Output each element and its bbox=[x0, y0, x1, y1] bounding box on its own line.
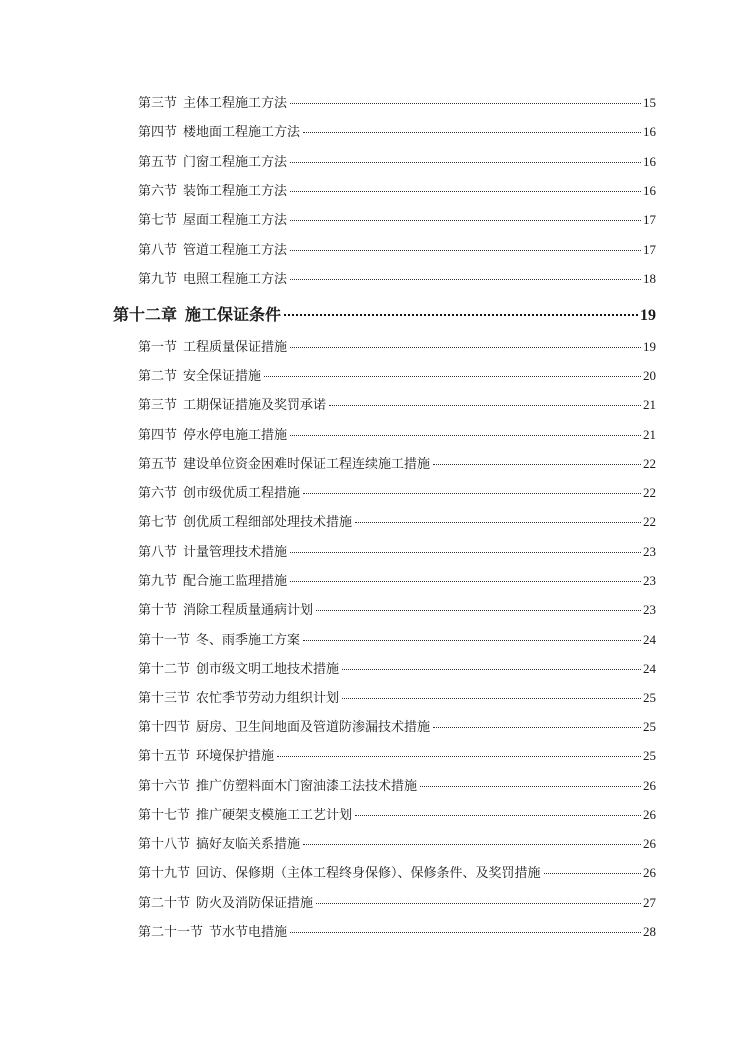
toc-entry-page: 25 bbox=[643, 719, 656, 734]
toc-entry[interactable] bbox=[138, 455, 656, 474]
dot-leader bbox=[290, 581, 641, 582]
toc-chapter-number: 第十二章 bbox=[113, 305, 178, 324]
toc-entry-title: 管道工程施工方法 bbox=[183, 243, 288, 258]
toc-entry-title: 计量管理技术措施 bbox=[183, 545, 288, 560]
toc-entry-page: 26 bbox=[643, 778, 656, 793]
toc-entry[interactable] bbox=[138, 270, 656, 289]
toc-entry-number: 第十四节 bbox=[138, 720, 191, 735]
toc-entry-title: 回访、保修期（主体工程终身保修）、保修条件、及奖罚措施 bbox=[196, 866, 541, 881]
toc-chapter-title: 施工保证条件 bbox=[185, 305, 282, 324]
dot-leader bbox=[329, 405, 641, 406]
toc-entry-title: 防火及消防保证措施 bbox=[196, 896, 314, 911]
toc-entry[interactable] bbox=[138, 601, 656, 620]
toc-entry-page: 16 bbox=[643, 124, 656, 139]
dot-leader bbox=[284, 314, 638, 316]
toc-chapter-entry[interactable] bbox=[113, 304, 656, 327]
dot-leader bbox=[355, 522, 641, 523]
toc-entry-number: 第七节 bbox=[138, 213, 178, 228]
toc-entry-number: 第十八节 bbox=[138, 837, 191, 852]
toc-entry-number: 第七节 bbox=[138, 515, 178, 530]
toc-entry[interactable] bbox=[138, 396, 656, 415]
toc-entry-number: 第八节 bbox=[138, 545, 178, 560]
toc-entry[interactable] bbox=[138, 182, 656, 201]
toc-entry-number: 第十一节 bbox=[138, 633, 191, 648]
toc-entry-number: 第十六节 bbox=[138, 779, 191, 794]
toc-entry[interactable] bbox=[138, 689, 656, 708]
toc-entry-number: 第六节 bbox=[138, 486, 178, 501]
toc-entry-page: 25 bbox=[643, 748, 656, 763]
toc-entry-title: 电照工程施工方法 bbox=[183, 272, 288, 287]
toc-entry-title: 厨房、卫生间地面及管道防渗漏技术措施 bbox=[196, 720, 431, 735]
toc-entry-number: 第八节 bbox=[138, 243, 178, 258]
toc-entry[interactable] bbox=[138, 241, 656, 260]
toc-entry-page: 22 bbox=[643, 485, 656, 500]
toc-entry-title: 停水停电施工措施 bbox=[183, 428, 288, 443]
toc-entry[interactable] bbox=[138, 718, 656, 737]
toc-entry-page: 15 bbox=[643, 95, 656, 110]
toc-entry-number: 第二节 bbox=[138, 369, 178, 384]
toc-entry-page: 17 bbox=[643, 242, 656, 257]
toc-entry-number: 第十九节 bbox=[138, 866, 191, 881]
dot-leader bbox=[290, 279, 641, 280]
toc-entry-number: 第五节 bbox=[138, 155, 178, 170]
dot-leader bbox=[290, 552, 641, 553]
toc-entry-number: 第十七节 bbox=[138, 808, 191, 823]
toc-entry-title: 创优质工程细部处理技术措施 bbox=[183, 515, 353, 530]
toc-chapter-page: 19 bbox=[640, 307, 656, 324]
toc-entry-page: 23 bbox=[643, 573, 656, 588]
toc-entry-title: 楼地面工程施工方法 bbox=[183, 125, 301, 140]
toc-entry-number: 第十三节 bbox=[138, 691, 191, 706]
toc-entry[interactable] bbox=[138, 864, 656, 883]
toc-entry[interactable] bbox=[138, 835, 656, 854]
toc-entry-title: 工期保证措施及奖罚承诺 bbox=[183, 398, 327, 413]
toc-entry-title: 环境保护措施 bbox=[196, 749, 275, 764]
toc-entry-number: 第四节 bbox=[138, 125, 178, 140]
dot-leader bbox=[290, 103, 641, 104]
toc-entry[interactable] bbox=[138, 543, 656, 562]
dot-leader bbox=[316, 610, 641, 611]
dot-leader bbox=[355, 815, 641, 816]
toc-entry[interactable] bbox=[138, 894, 656, 913]
toc-entry-page: 26 bbox=[643, 807, 656, 822]
dot-leader bbox=[544, 873, 641, 874]
toc-entry-page: 22 bbox=[643, 514, 656, 529]
toc-entry-page: 26 bbox=[643, 865, 656, 880]
toc-entry-page: 26 bbox=[643, 836, 656, 851]
toc-entry[interactable] bbox=[138, 211, 656, 230]
toc-entry-title: 节水节电措施 bbox=[209, 925, 288, 940]
dot-leader bbox=[420, 786, 641, 787]
toc-entry-number: 第十节 bbox=[138, 603, 178, 618]
toc-entry-page: 27 bbox=[643, 895, 656, 910]
toc-entry-title: 创市级文明工地技术措施 bbox=[196, 662, 340, 677]
toc-entry-page: 17 bbox=[643, 212, 656, 227]
toc-entry-page: 16 bbox=[643, 183, 656, 198]
toc-entry-number: 第九节 bbox=[138, 574, 178, 589]
dot-leader bbox=[303, 640, 641, 641]
toc-entry-title: 配合施工监理措施 bbox=[183, 574, 288, 589]
toc-entry[interactable] bbox=[138, 338, 656, 357]
toc-entry-page: 23 bbox=[643, 544, 656, 559]
toc-entry-page: 21 bbox=[643, 397, 656, 412]
toc-entry-page: 20 bbox=[643, 368, 656, 383]
toc-entry-page: 23 bbox=[643, 602, 656, 617]
toc-entry-title: 主体工程施工方法 bbox=[183, 96, 288, 111]
toc-entry-title: 推广仿塑料面木门窗油漆工法技术措施 bbox=[196, 779, 418, 794]
toc-entry-page: 24 bbox=[643, 661, 656, 676]
dot-leader bbox=[303, 493, 641, 494]
dot-leader bbox=[290, 220, 641, 221]
dot-leader bbox=[290, 191, 641, 192]
toc-entry[interactable] bbox=[138, 484, 656, 503]
toc-entry-title: 搞好友临关系措施 bbox=[196, 837, 301, 852]
toc-entry[interactable] bbox=[138, 123, 656, 142]
toc-entry-number: 第九节 bbox=[138, 272, 178, 287]
toc-entry-title: 屋面工程施工方法 bbox=[183, 213, 288, 228]
toc-entry-page: 21 bbox=[643, 427, 656, 442]
dot-leader bbox=[342, 669, 641, 670]
toc-entry-number: 第六节 bbox=[138, 184, 178, 199]
dot-leader bbox=[342, 698, 641, 699]
toc-entry[interactable] bbox=[138, 660, 656, 679]
dot-leader bbox=[316, 903, 641, 904]
toc-entry-page: 24 bbox=[643, 632, 656, 647]
dot-leader bbox=[264, 376, 641, 377]
toc-entry-title: 门窗工程施工方法 bbox=[183, 155, 288, 170]
dot-leader bbox=[303, 844, 641, 845]
toc-entry-number: 第五节 bbox=[138, 457, 178, 472]
toc-entry-title: 推广硬架支模施工工艺计划 bbox=[196, 808, 353, 823]
toc-entry-number: 第十二节 bbox=[138, 662, 191, 677]
toc-entry[interactable] bbox=[138, 923, 656, 942]
toc-entry-number: 第三节 bbox=[138, 398, 178, 413]
dot-leader bbox=[433, 727, 641, 728]
dot-leader bbox=[290, 162, 641, 163]
dot-leader bbox=[433, 464, 641, 465]
toc-entry-page: 19 bbox=[643, 339, 656, 354]
toc-entry-title: 消除工程质量通病计划 bbox=[183, 603, 314, 618]
toc-entry-title: 安全保证措施 bbox=[183, 369, 262, 384]
toc-entry[interactable] bbox=[138, 153, 656, 172]
toc-entry-number: 第一节 bbox=[138, 340, 178, 355]
toc-entry-title: 创市级优质工程措施 bbox=[183, 486, 301, 501]
dot-leader bbox=[290, 250, 641, 251]
toc-entry-page: 28 bbox=[643, 924, 656, 939]
toc-entry-title: 冬、雨季施工方案 bbox=[196, 633, 301, 648]
dot-leader bbox=[277, 756, 641, 757]
dot-leader bbox=[290, 347, 641, 348]
toc-entry[interactable] bbox=[138, 572, 656, 591]
toc-entry-title: 装饰工程施工方法 bbox=[183, 184, 288, 199]
toc-entry-number: 第四节 bbox=[138, 428, 178, 443]
toc-entry-page: 18 bbox=[643, 271, 656, 286]
dot-leader bbox=[303, 132, 641, 133]
dot-leader bbox=[290, 435, 641, 436]
toc-entry[interactable] bbox=[138, 94, 656, 113]
toc-entry[interactable] bbox=[138, 777, 656, 796]
toc-entry-number: 第二十节 bbox=[138, 896, 191, 911]
toc-entry-page: 16 bbox=[643, 154, 656, 169]
toc-entry-title: 建设单位资金困难时保证工程连续施工措施 bbox=[183, 457, 431, 472]
toc-entry-page: 22 bbox=[643, 456, 656, 471]
toc-entry-title: 农忙季节劳动力组织计划 bbox=[196, 691, 340, 706]
toc-entry-page: 25 bbox=[643, 690, 656, 705]
toc-entry-title: 工程质量保证措施 bbox=[183, 340, 288, 355]
toc-entry-number: 第十五节 bbox=[138, 749, 191, 764]
dot-leader bbox=[290, 932, 641, 933]
toc-entry-number: 第二十一节 bbox=[138, 925, 204, 940]
toc-entry[interactable] bbox=[138, 631, 656, 650]
toc-entry[interactable] bbox=[138, 806, 656, 825]
toc-entry[interactable] bbox=[138, 426, 656, 445]
toc-entry-number: 第三节 bbox=[138, 96, 178, 111]
toc-entry[interactable] bbox=[138, 367, 656, 386]
toc-entry[interactable] bbox=[138, 747, 656, 766]
toc-entry[interactable] bbox=[138, 513, 656, 532]
